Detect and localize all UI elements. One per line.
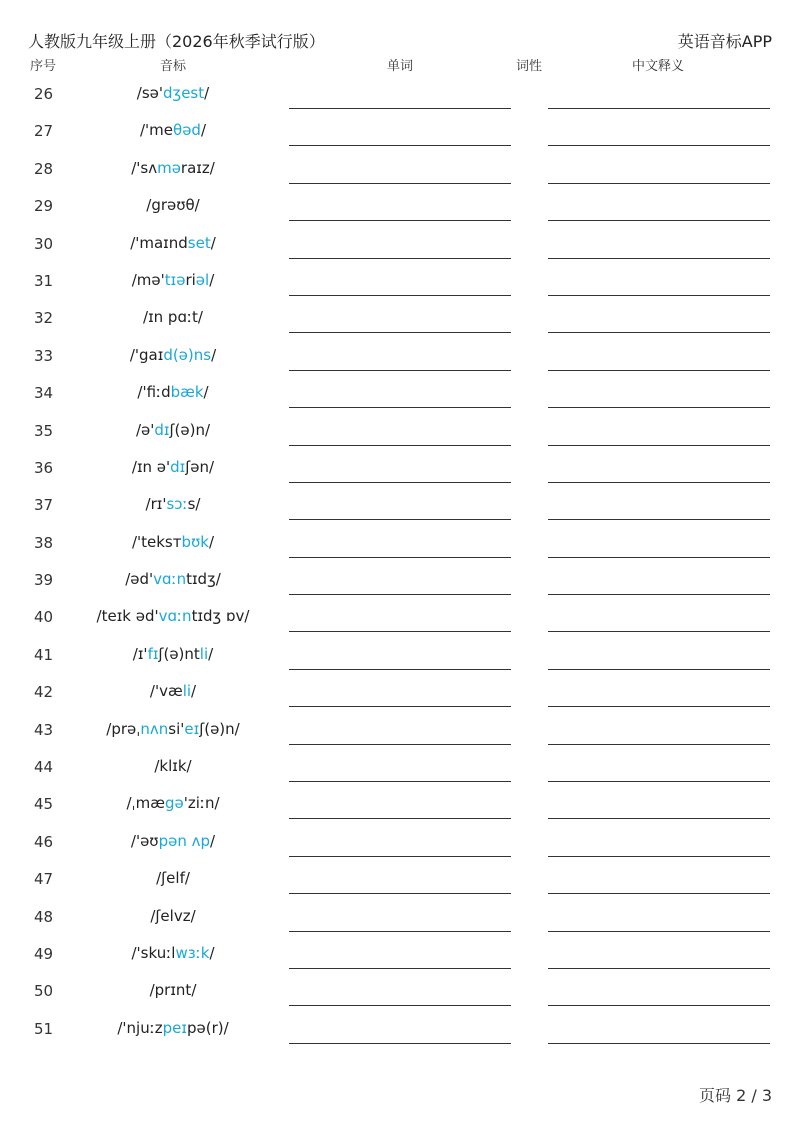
column-header-word: 单词 bbox=[387, 59, 414, 74]
word-answer-line bbox=[289, 445, 511, 446]
list-item bbox=[0, 263, 800, 300]
vocabulary-list bbox=[0, 76, 800, 1048]
phonetic-segment: /'gaɪ bbox=[129, 345, 164, 364]
phonetic-segment: / bbox=[210, 831, 216, 850]
phonetic-segment: /'teksт bbox=[131, 532, 182, 551]
word-answer-line bbox=[289, 781, 511, 782]
list-item bbox=[0, 151, 800, 188]
list-item bbox=[0, 973, 800, 1010]
word-answer-line bbox=[289, 183, 511, 184]
phonetic-transcription bbox=[78, 458, 268, 476]
list-item bbox=[0, 861, 800, 898]
phonetic-transcription bbox=[78, 271, 268, 289]
word-answer-line bbox=[289, 332, 511, 333]
document-title: 人教版九年级上册（2026年秋季试行版） bbox=[28, 32, 325, 51]
stressed-syllable: dɪ bbox=[154, 420, 170, 439]
phonetic-segment: /mə' bbox=[131, 270, 165, 289]
phonetic-transcription bbox=[78, 421, 268, 439]
word-answer-line bbox=[289, 968, 511, 969]
phonetic-segment: /ˌmæ bbox=[126, 794, 165, 813]
word-answer-line bbox=[289, 482, 511, 483]
phonetic-segment: /'skuːl bbox=[131, 943, 176, 962]
item-number: 41 bbox=[34, 645, 54, 664]
item-number: 40 bbox=[34, 608, 54, 627]
phonetic-segment: /klɪk/ bbox=[154, 757, 192, 776]
stressed-syllable: eɪ bbox=[184, 719, 200, 738]
stressed-syllable: θəd bbox=[173, 121, 201, 140]
meaning-answer-line bbox=[548, 519, 770, 520]
phonetic-segment: / bbox=[200, 121, 207, 140]
item-number: 33 bbox=[34, 346, 54, 365]
stressed-syllable: əl bbox=[195, 270, 210, 289]
meaning-answer-line bbox=[548, 407, 770, 408]
word-answer-line bbox=[289, 407, 511, 408]
item-number: 48 bbox=[34, 907, 54, 926]
phonetic-transcription bbox=[78, 533, 268, 551]
phonetic-transcription bbox=[78, 570, 268, 588]
list-item bbox=[0, 226, 800, 263]
item-number: 50 bbox=[34, 982, 54, 1001]
meaning-answer-line bbox=[548, 482, 770, 483]
word-answer-line bbox=[289, 818, 511, 819]
stressed-syllable: bʊk bbox=[181, 532, 209, 551]
meaning-answer-line bbox=[548, 1043, 770, 1044]
word-answer-line bbox=[289, 856, 511, 857]
phonetic-segment: / bbox=[209, 270, 215, 289]
item-number: 32 bbox=[34, 309, 54, 328]
phonetic-transcription bbox=[78, 308, 268, 326]
phonetic-transcription bbox=[78, 720, 268, 738]
word-answer-line bbox=[289, 893, 511, 894]
phonetic-segment: /teɪk əd' bbox=[96, 607, 159, 626]
list-item bbox=[0, 338, 800, 375]
word-answer-line bbox=[289, 931, 511, 932]
phonetic-transcription bbox=[78, 121, 268, 139]
item-number: 39 bbox=[34, 571, 54, 590]
phonetic-transcription bbox=[78, 234, 268, 252]
phonetic-segment: / bbox=[191, 682, 197, 701]
item-number: 34 bbox=[34, 384, 54, 403]
phonetic-transcription bbox=[78, 981, 268, 999]
item-number: 45 bbox=[34, 795, 54, 814]
item-number: 46 bbox=[34, 832, 54, 851]
meaning-answer-line bbox=[548, 744, 770, 745]
word-answer-line bbox=[289, 1043, 511, 1044]
phonetic-segment: /rɪ' bbox=[145, 495, 167, 514]
phonetic-segment: ri bbox=[185, 270, 196, 289]
phonetic-transcription bbox=[78, 682, 268, 700]
phonetic-transcription bbox=[78, 1019, 268, 1037]
item-number: 28 bbox=[34, 159, 54, 178]
meaning-answer-line bbox=[548, 295, 770, 296]
phonetic-segment: / bbox=[209, 943, 215, 962]
word-answer-line bbox=[289, 108, 511, 109]
stressed-syllable: d(ə)ns bbox=[163, 345, 212, 364]
list-item bbox=[0, 188, 800, 225]
list-item bbox=[0, 824, 800, 861]
meaning-answer-line bbox=[548, 856, 770, 857]
meaning-answer-line bbox=[548, 108, 770, 109]
phonetic-segment: 'ziːn/ bbox=[183, 794, 220, 813]
phonetic-transcription bbox=[78, 944, 268, 962]
phonetic-transcription bbox=[78, 757, 268, 775]
stressed-syllable: set bbox=[187, 233, 211, 252]
phonetic-transcription bbox=[78, 159, 268, 177]
item-number: 42 bbox=[34, 683, 54, 702]
phonetic-segment: si' bbox=[168, 719, 185, 738]
meaning-answer-line bbox=[548, 669, 770, 670]
word-answer-line bbox=[289, 669, 511, 670]
list-item bbox=[0, 936, 800, 973]
meaning-answer-line bbox=[548, 931, 770, 932]
phonetic-segment: / bbox=[204, 84, 210, 102]
phonetic-segment: /'maɪnd bbox=[130, 233, 188, 252]
stressed-syllable: sɔː bbox=[166, 495, 188, 514]
phonetic-transcription bbox=[78, 346, 268, 364]
phonetic-segment: /grəʊθ/ bbox=[146, 196, 200, 215]
list-item bbox=[0, 413, 800, 450]
phonetic-segment: /əd' bbox=[125, 570, 154, 589]
phonetic-segment: /'fiːd bbox=[137, 383, 171, 402]
phonetic-segment: / bbox=[211, 345, 217, 364]
stressed-syllable: mə bbox=[157, 158, 181, 177]
meaning-answer-line bbox=[548, 145, 770, 146]
list-item bbox=[0, 487, 800, 524]
column-header-index: 序号 bbox=[30, 59, 57, 74]
list-item bbox=[0, 712, 800, 749]
word-answer-line bbox=[289, 594, 511, 595]
word-answer-line bbox=[289, 519, 511, 520]
phonetic-transcription bbox=[78, 383, 268, 401]
meaning-answer-line bbox=[548, 220, 770, 221]
phonetic-segment: /prəˌ bbox=[106, 719, 141, 738]
phonetic-transcription bbox=[78, 832, 268, 850]
list-item bbox=[0, 674, 800, 711]
phonetic-transcription bbox=[78, 907, 268, 925]
item-number: 36 bbox=[34, 458, 54, 477]
list-item bbox=[0, 375, 800, 412]
phonetic-transcription bbox=[78, 645, 268, 663]
column-header-phonetic: 音标 bbox=[160, 59, 187, 74]
meaning-answer-line bbox=[548, 258, 770, 259]
meaning-answer-line bbox=[548, 893, 770, 894]
phonetic-segment: pə(r)/ bbox=[186, 1018, 229, 1037]
phonetic-segment: /prɪnt/ bbox=[149, 981, 197, 1000]
meaning-answer-line bbox=[548, 781, 770, 782]
list-item bbox=[0, 113, 800, 150]
list-item bbox=[0, 562, 800, 599]
stressed-syllable: bæk bbox=[170, 383, 204, 402]
meaning-answer-line bbox=[548, 332, 770, 333]
list-item bbox=[0, 637, 800, 674]
phonetic-segment: /'njuːz bbox=[117, 1018, 163, 1037]
column-header-meaning: 中文释义 bbox=[632, 59, 685, 74]
meaning-answer-line bbox=[548, 818, 770, 819]
phonetic-segment: /sə' bbox=[136, 84, 164, 102]
meaning-answer-line bbox=[548, 968, 770, 969]
word-answer-line bbox=[289, 1005, 511, 1006]
stressed-syllable: peɪ bbox=[162, 1018, 187, 1037]
phonetic-segment: / bbox=[210, 233, 216, 252]
item-number: 27 bbox=[34, 122, 54, 141]
phonetic-transcription bbox=[78, 607, 268, 625]
list-item bbox=[0, 749, 800, 786]
phonetic-segment: /ʃelf/ bbox=[156, 869, 190, 888]
stressed-syllable: wɜːk bbox=[175, 943, 210, 962]
list-item bbox=[0, 1011, 800, 1048]
word-answer-line bbox=[289, 145, 511, 146]
stressed-syllable: nʌn bbox=[140, 719, 169, 738]
phonetic-segment: ʃ(ə)nt bbox=[158, 644, 200, 663]
app-name: 英语音标APP bbox=[677, 32, 772, 51]
list-item bbox=[0, 300, 800, 337]
column-header-pos: 词性 bbox=[516, 59, 543, 74]
item-number: 26 bbox=[34, 85, 54, 103]
list-item bbox=[0, 899, 800, 936]
page-number: 页码 2 / 3 bbox=[698, 1086, 772, 1105]
stressed-syllable: dɪ bbox=[170, 457, 186, 476]
stressed-syllable: li bbox=[199, 644, 209, 663]
meaning-answer-line bbox=[548, 706, 770, 707]
phonetic-segment: / bbox=[203, 383, 209, 402]
phonetic-segment: ʃ(ə)n/ bbox=[169, 420, 211, 439]
word-answer-line bbox=[289, 744, 511, 745]
phonetic-segment: ʃ(ə)n/ bbox=[199, 719, 240, 738]
stressed-syllable: dʒest bbox=[163, 84, 205, 102]
phonetic-segment: ʃən/ bbox=[185, 457, 215, 476]
word-answer-line bbox=[289, 370, 511, 371]
phonetic-segment: /ə' bbox=[135, 420, 155, 439]
word-answer-line bbox=[289, 557, 511, 558]
phonetic-segment: raɪz/ bbox=[180, 158, 215, 177]
list-item bbox=[0, 450, 800, 487]
phonetic-transcription bbox=[78, 495, 268, 513]
stressed-syllable: pən ʌp bbox=[158, 831, 211, 850]
meaning-answer-line bbox=[548, 370, 770, 371]
phonetic-segment: tɪdʒ/ bbox=[186, 570, 221, 589]
item-number: 35 bbox=[34, 421, 54, 440]
item-number: 49 bbox=[34, 944, 54, 963]
stressed-syllable: vɑːn bbox=[153, 570, 187, 589]
phonetic-segment: /ʃelvz/ bbox=[150, 906, 196, 925]
item-number: 43 bbox=[34, 720, 54, 739]
stressed-syllable: vɑːn bbox=[158, 607, 192, 626]
list-item bbox=[0, 786, 800, 823]
phonetic-segment: /ɪn ə' bbox=[131, 457, 171, 476]
phonetic-segment: /'væ bbox=[149, 682, 183, 701]
word-answer-line bbox=[289, 706, 511, 707]
meaning-answer-line bbox=[548, 445, 770, 446]
item-number: 44 bbox=[34, 758, 54, 777]
phonetic-segment: s/ bbox=[187, 495, 201, 514]
list-item bbox=[0, 525, 800, 562]
item-number: 37 bbox=[34, 496, 54, 515]
item-number: 47 bbox=[34, 870, 54, 889]
meaning-answer-line bbox=[548, 594, 770, 595]
item-number: 30 bbox=[34, 234, 54, 253]
word-answer-line bbox=[289, 220, 511, 221]
stressed-syllable: li bbox=[182, 682, 192, 701]
meaning-answer-line bbox=[548, 557, 770, 558]
list-item bbox=[0, 76, 800, 113]
meaning-answer-line bbox=[548, 631, 770, 632]
phonetic-segment: /ɪ' bbox=[132, 644, 148, 663]
phonetic-segment: / bbox=[208, 532, 215, 551]
item-number: 38 bbox=[34, 533, 54, 552]
stressed-syllable: gə bbox=[165, 794, 184, 813]
stressed-syllable: fɪ bbox=[147, 644, 159, 663]
phonetic-segment: /'əʊ bbox=[130, 831, 159, 850]
phonetic-segment: /ɪn pɑːt/ bbox=[143, 308, 203, 327]
word-answer-line bbox=[289, 295, 511, 296]
phonetic-transcription bbox=[78, 196, 268, 214]
meaning-answer-line bbox=[548, 1005, 770, 1006]
phonetic-transcription bbox=[78, 84, 268, 102]
meaning-answer-line bbox=[548, 183, 770, 184]
word-answer-line bbox=[289, 258, 511, 259]
phonetic-segment: /'sʌ bbox=[131, 158, 158, 177]
phonetic-segment: tɪdʒ ɒv/ bbox=[191, 607, 250, 626]
stressed-syllable: tɪə bbox=[164, 270, 186, 289]
phonetic-transcription bbox=[78, 794, 268, 812]
item-number: 51 bbox=[34, 1019, 54, 1038]
word-answer-line bbox=[289, 631, 511, 632]
item-number: 31 bbox=[34, 271, 54, 290]
phonetic-segment: / bbox=[208, 644, 214, 663]
phonetic-transcription bbox=[78, 869, 268, 887]
list-item bbox=[0, 599, 800, 636]
phonetic-segment: /'me bbox=[139, 121, 174, 140]
item-number: 29 bbox=[34, 197, 54, 216]
